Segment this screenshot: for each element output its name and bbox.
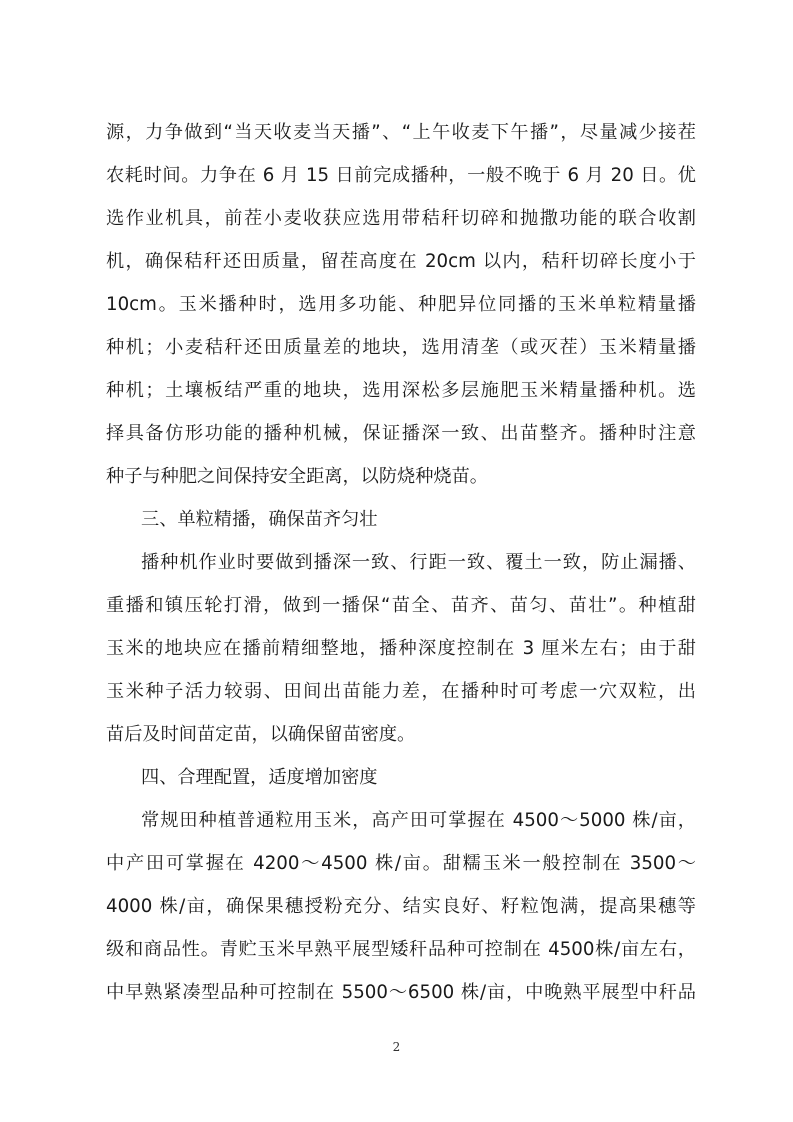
body-text-line: 中早熟紧凑型品种可控制在 5500～6500 株/亩，中晚熟平展型中秆品	[106, 982, 696, 1003]
body-text-line: 10cm。玉米播种时，选用多功能、种肥异位同播的玉米单粒精量播	[106, 294, 696, 315]
body-text-line: 重播和镇压轮打滑，做到一播保“苗全、苗齐、苗匀、苗壮”。种植甜	[106, 595, 696, 616]
body-text-line: 级和商品性。青贮玉米早熟平展型矮秆品种可控制在 4500株/亩左右，	[106, 939, 696, 960]
body-text-line: 农耗时间。力争在 6 月 15 日前完成播种，一般不晚于 6 月 20 日。优	[106, 165, 696, 186]
section-heading-3: 三、单粒精播，确保苗齐匀壮	[141, 509, 378, 530]
body-text-line: 玉米种子活力较弱、田间出苗能力差，在播种时可考虑一穴双粒，出	[106, 681, 696, 702]
body-text-line: 中产田可掌握在 4200～4500 株/亩。甜糯玉米一般控制在 3500～	[106, 853, 696, 874]
body-text-line: 机，确保秸秆还田质量，留茬高度在 20cm 以内，秸秆切碎长度小于	[106, 251, 696, 272]
body-text-line: 源，力争做到“当天收麦当天播”、“上午收麦下午播”，尽量减少接茬	[106, 122, 696, 143]
body-text-line: 4000 株/亩，确保果穗授粉充分、结实良好、籽粒饱满，提高果穗等	[106, 896, 696, 917]
body-text-line: 种机；小麦秸秆还田质量差的地块，选用清垄（或灭茬）玉米精量播	[106, 337, 696, 358]
body-text-line: 种机；土壤板结严重的地块，选用深松多层施肥玉米精量播种机。选	[106, 380, 696, 401]
section-heading-4: 四、合理配置，适度增加密度	[141, 767, 378, 788]
body-text-line: 播种机作业时要做到播深一致、行距一致、覆土一致，防止漏播、	[141, 552, 696, 573]
body-text-line: 玉米的地块应在播前精细整地，播种深度控制在 3 厘米左右；由于甜	[106, 638, 696, 659]
body-text-line: 常规田种植普通粒用玉米，高产田可掌握在 4500～5000 株/亩，	[141, 810, 696, 831]
body-text-line: 择具备仿形功能的播种机械，保证播深一致、出苗整齐。播种时注意	[106, 423, 696, 444]
body-text-line: 选作业机具，前茬小麦收获应选用带秸秆切碎和抛撒功能的联合收割	[106, 208, 696, 229]
body-text-line: 种子与种肥之间保持安全距离，以防烧种烧苗。	[106, 466, 488, 487]
body-text-line: 苗后及时间苗定苗，以确保留苗密度。	[106, 724, 416, 745]
page-number: 2	[392, 1040, 401, 1054]
